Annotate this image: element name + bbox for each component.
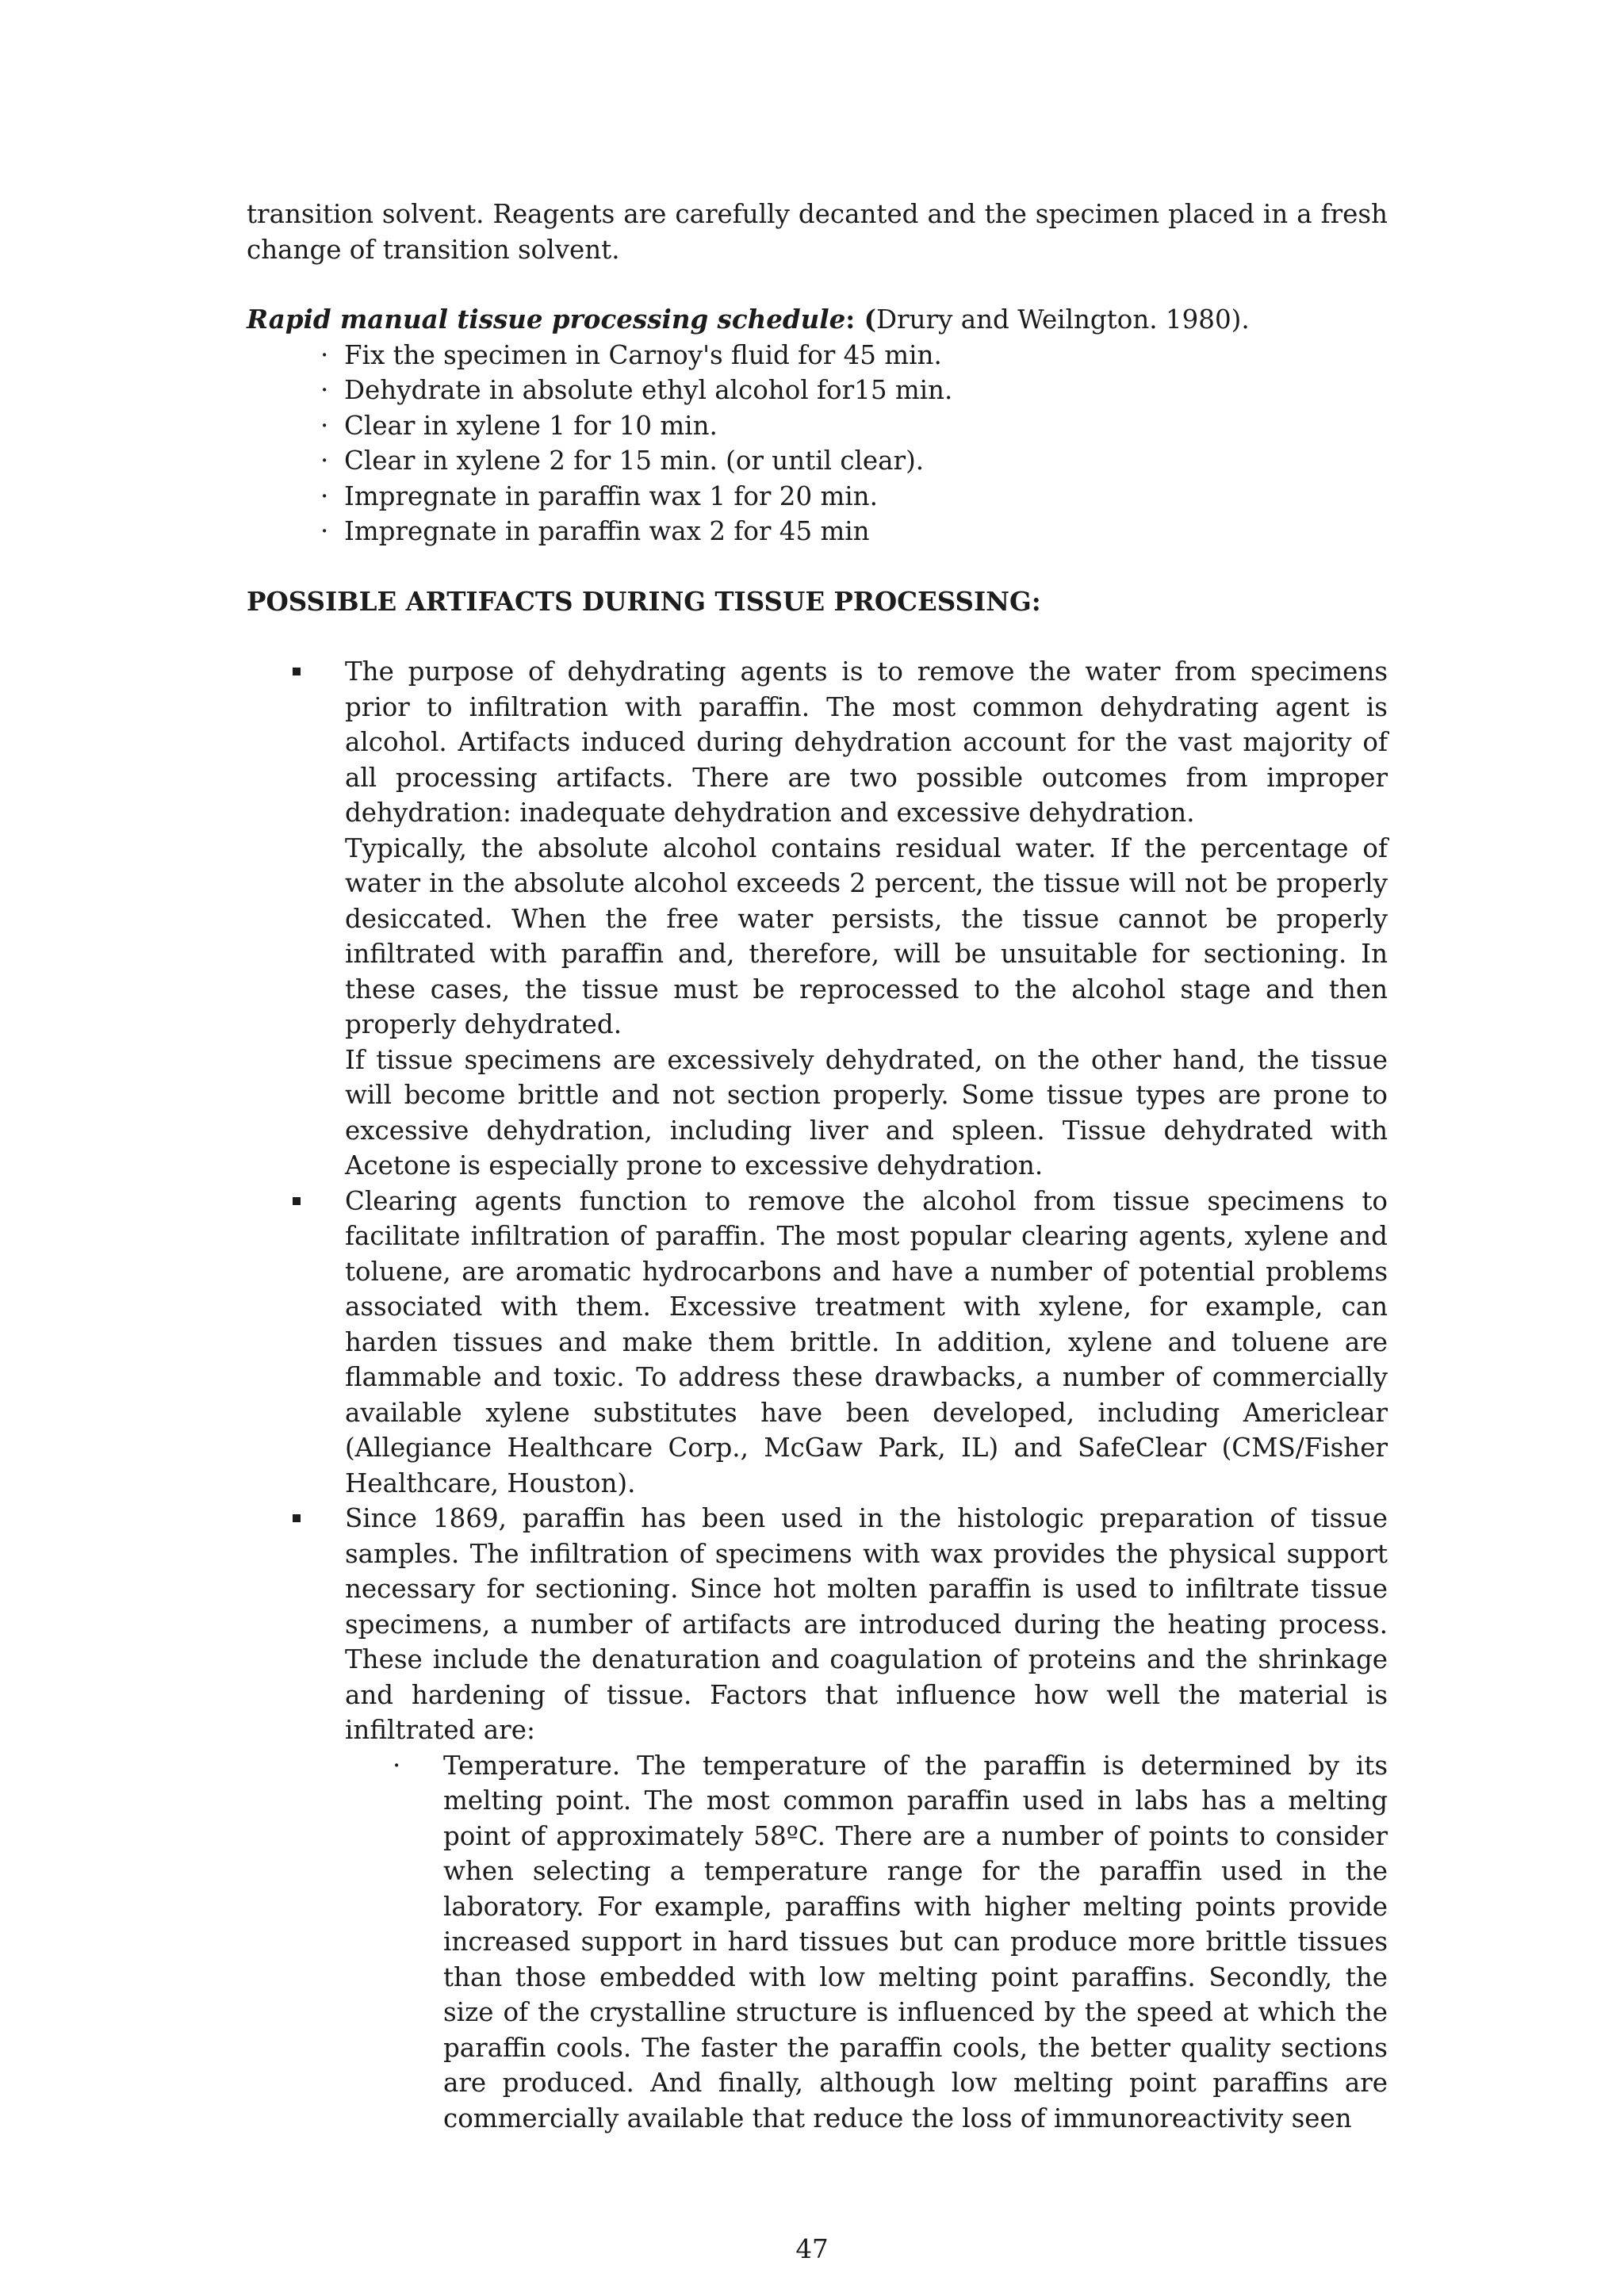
schedule-heading <box>247 302 1388 338</box>
dehydration-paragraph-3: If tissue specimens are excessively dehydrated, on the other hand, the tissue will become brittle and not section properly. Some tissue types are prone to excessive dehydration, including liver and spleen. Tissue dehydrated with Acetone is especially prone to excessive dehydration. <box>345 1044 1388 1181</box>
list-item <box>320 338 1388 373</box>
step-text: Clear in xylene 1 for 10 min. <box>344 410 718 441</box>
list-item-clearing <box>345 1184 1388 1502</box>
list-item <box>320 479 1388 515</box>
list-item-paraffin <box>345 1501 1388 2136</box>
list-item <box>320 408 1388 444</box>
square-bullet-icon <box>293 1514 301 1522</box>
schedule-citation: Drury and Weilngton. 1980). <box>876 304 1250 335</box>
list-item-dehydration <box>345 654 1388 1184</box>
bullet-dot: · <box>320 410 329 441</box>
page-number: 47 <box>795 2234 829 2264</box>
bullet-dot: · <box>320 339 329 370</box>
clearing-paragraph: Clearing agents function to remove the alcohol from tissue specimens to facilitate infiltration of paraffin. The most popular clearing agents, xylene and toluene, are aromatic hydrocarbons and have a number of potential problems associated with them. Excessive treatment with xylene, for example, can harden tissues and make them brittle. In addition, xylene and toluene are flammable and toxic. To address these drawbacks, a number of commercially available xylene substitutes have been developed, including Americlear (Allegiance Healthcare Corp., McGaw Park, IL) and SafeClear (CMS/Fisher Healthcare, Houston). <box>345 1185 1388 1498</box>
artifacts-list <box>247 654 1388 2136</box>
bullet-dot: · <box>320 375 329 405</box>
schedule-title: Rapid manual tissue processing schedule <box>247 304 846 335</box>
step-text: Impregnate in paraffin wax 1 for 20 min. <box>344 480 878 511</box>
square-bullet-icon <box>293 668 301 675</box>
temperature-paragraph: Temperature. The temperature of the paraffin is determined by its melting point. The most common paraffin used in labs has a melting point of approximately 58ºC. There are a number of points to consider when selecting a temperature range for the paraffin used in the laboratory. For example, paraffins with higher melting points provide increased support in hard tissues but can produce more brittle tissues than those embedded with low melting point paraffins. Secondly, the size of the crystalline structure is influenced by the speed at which the paraffin cools. The faster the paraffin cools, the better quality sections are produced. And finally, although low melting point paraffins are commercially available that reduce the loss of immunoreactivity seen <box>443 1750 1388 2133</box>
step-text: Impregnate in paraffin wax 2 for 45 min <box>344 516 870 546</box>
bullet-dot: · <box>320 446 329 476</box>
list-item-temperature <box>393 1748 1388 2137</box>
step-text: Fix the specimen in Carnoy's fluid for 45 min. <box>344 339 942 370</box>
list-item <box>320 514 1388 549</box>
document-page <box>247 197 1388 2136</box>
list-item <box>320 443 1388 479</box>
schedule-colon: : <box>845 304 856 335</box>
step-text: Clear in xylene 2 for 15 min. (or until clear). <box>344 446 925 476</box>
intro-paragraph: transition solvent. Reagents are carefully decanted and the specimen placed in a fresh change of transition solvent. <box>247 199 1388 265</box>
bullet-dot: · <box>320 480 329 511</box>
dehydration-paragraph-1: The purpose of dehydrating agents is to remove the water from specimens prior to infiltration with paraffin. The most common dehydrating agent is alcohol. Artifacts induced during dehydration account for the vast majority of all processing artifacts. There are two possible outcomes from improper dehydration: inadequate dehydration and excessive dehydration. <box>345 656 1388 828</box>
dehydration-paragraph-2: Typically, the absolute alcohol contains residual water. If the percentage of water in the absolute alcohol exceeds 2 percent, the tissue will not be properly desiccated. When the free water persists, the tissue cannot be properly infiltrated with paraffin and, therefore, will be unsuitable for sectioning. In these cases, the tissue must be reprocessed to the alcohol stage and then properly dehydrated. <box>345 832 1388 1039</box>
paraffin-factors-list <box>345 1748 1388 2137</box>
square-bullet-icon <box>293 1197 301 1205</box>
list-item <box>320 373 1388 408</box>
paraffin-paragraph: Since 1869, paraffin has been used in the histologic preparation of tissue samples. The infiltration of specimens with wax provides the physical support necessary for sectioning. Since hot molten paraffin is used to infiltrate tissue specimens, a number of artifacts are introduced during the heating process. These include the denaturation and coagulation of proteins and the shrinkage and hardening of tissue. Factors that influence how well the material is infiltrated are: <box>345 1503 1388 1745</box>
step-text: Dehydrate in absolute ethyl alcohol for15 min. <box>344 375 953 405</box>
bullet-dot: · <box>393 1750 401 1781</box>
schedule-paren: ( <box>855 304 876 335</box>
schedule-steps-list <box>247 338 1388 549</box>
artifacts-heading: POSSIBLE ARTIFACTS DURING TISSUE PROCESSING: <box>247 585 1041 617</box>
bullet-dot: · <box>320 516 329 546</box>
